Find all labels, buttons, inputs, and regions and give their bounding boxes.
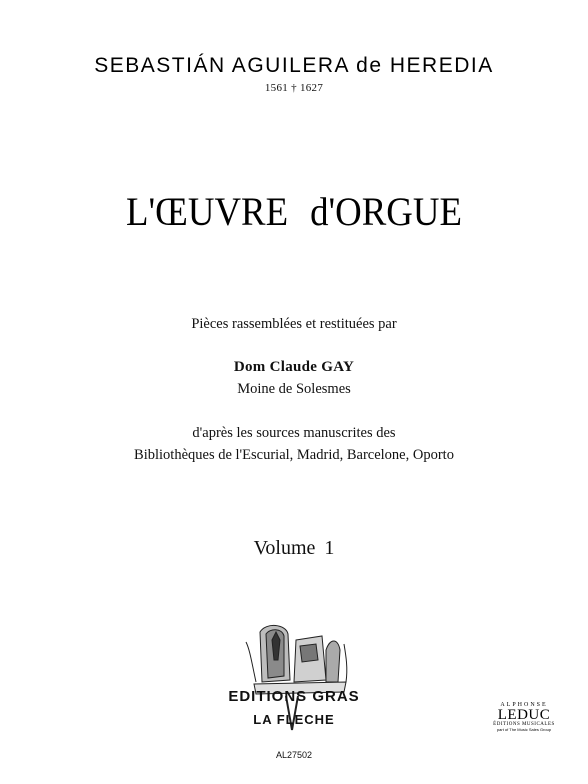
publisher-city: LA FLECHE xyxy=(253,712,335,727)
editor-name: Dom Claude GAY xyxy=(233,359,355,375)
composer-dates: 1561 † 1627 xyxy=(264,82,324,94)
sources-line-2: Bibliothèques de l'Escurial, Madrid, Barcelone, Oporto xyxy=(134,447,454,463)
leduc-main-label: LEDUC xyxy=(497,707,551,723)
catalog-number: AL27502 xyxy=(275,750,313,760)
leduc-group-label: part of The Music Sales Group xyxy=(496,727,552,732)
leduc-sub-label: ÉDITIONS MUSICALES xyxy=(493,722,555,727)
volume-label: Volume 1 xyxy=(253,537,335,559)
editor-role: Moine de Solesmes xyxy=(237,381,351,397)
subtitle: Pièces rassemblées et restituées par xyxy=(191,316,397,332)
sources-line-1: d'après les sources manuscrites des xyxy=(192,425,396,441)
leduc-top-label: ALPHONSE xyxy=(500,702,548,708)
leduc-logo-icon xyxy=(492,702,556,732)
composer-name: SEBASTIÁN AGUILERA de HEREDIA xyxy=(94,54,494,77)
work-title: L'ŒUVRE d'ORGUE xyxy=(126,189,462,234)
publisher-name: EDITIONS GRAS xyxy=(228,688,360,705)
